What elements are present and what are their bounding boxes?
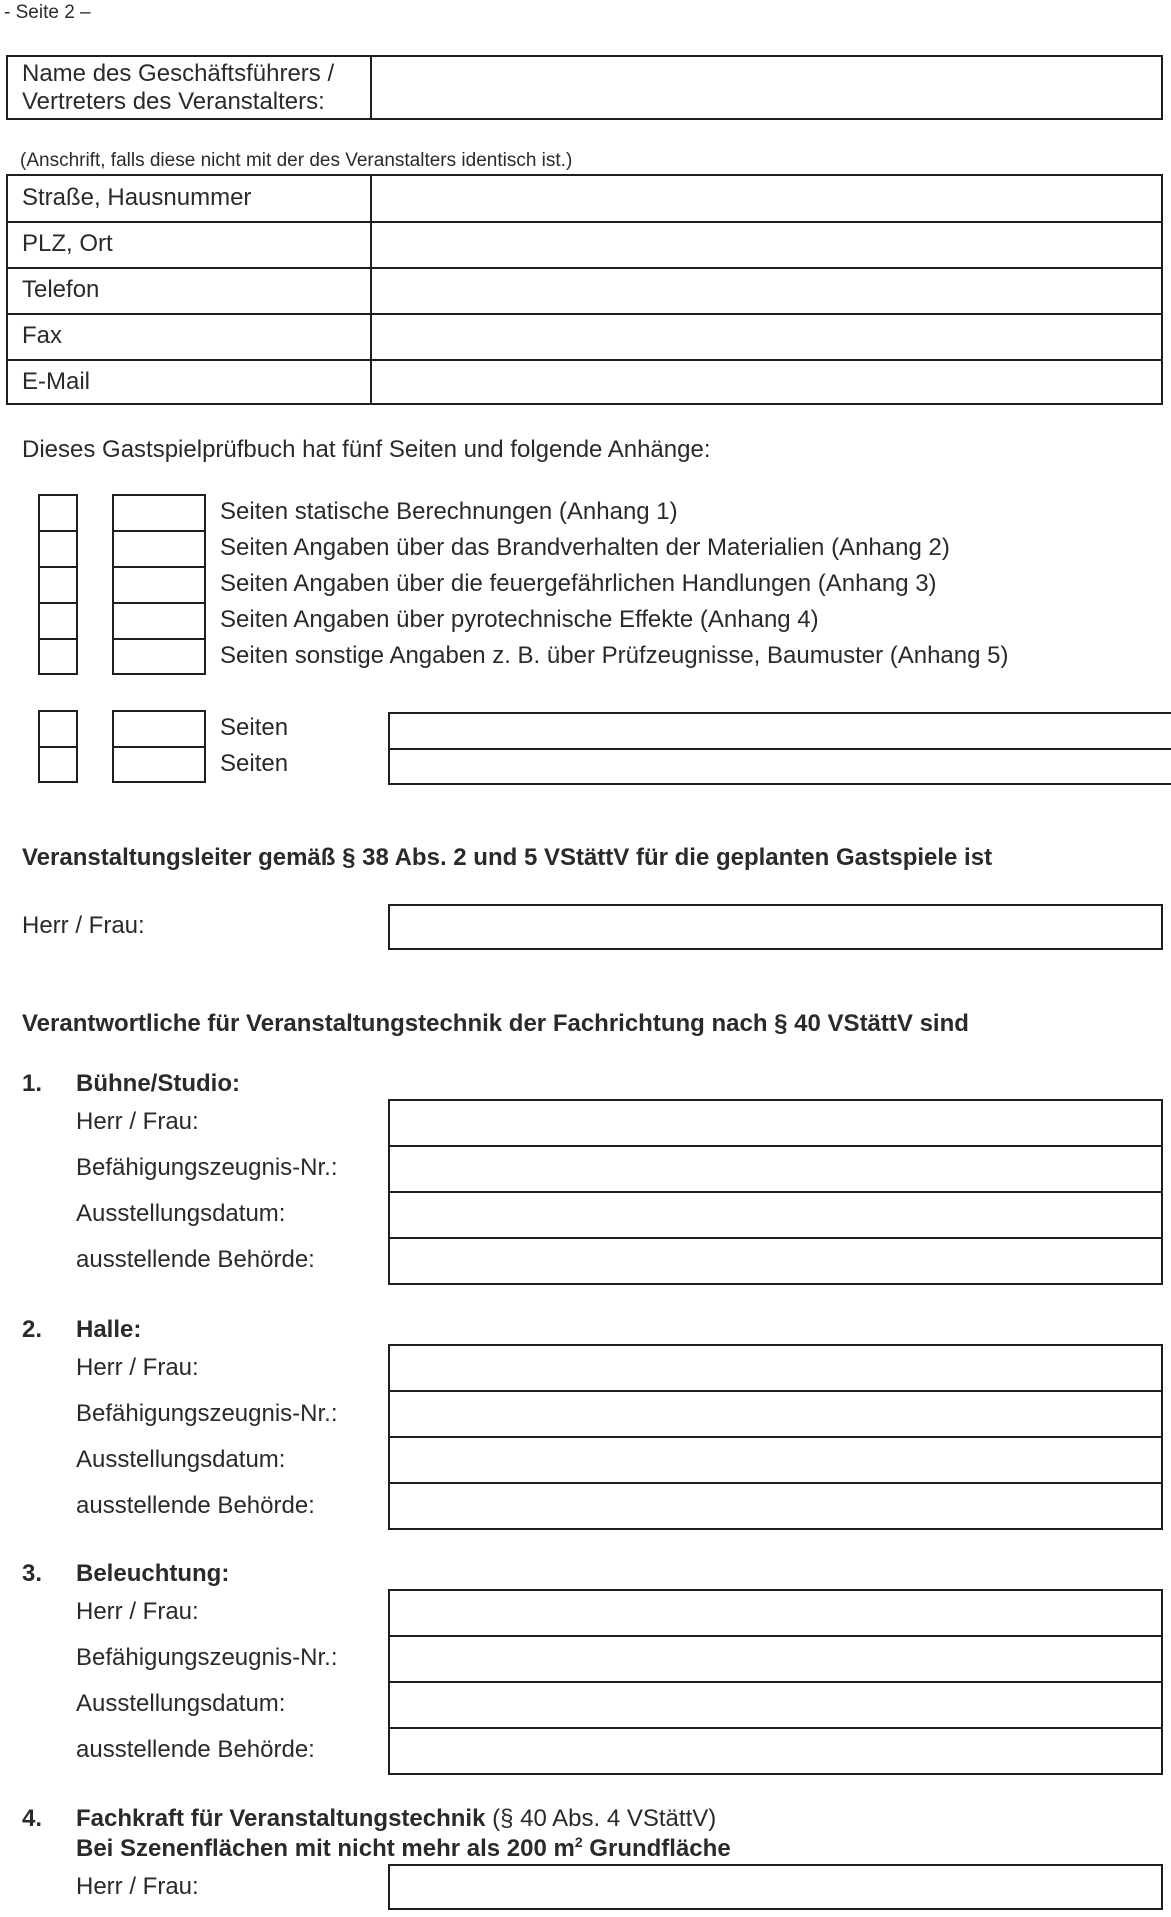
phone-field[interactable] [374,269,1161,312]
section-4-title-bold: Fachkraft für Veranstaltungstechnik [76,1805,486,1832]
tech-staff-heading: Verantwortliche für Veranstaltungstechnik der Fachrichtung nach § 40 VStättV sind [22,1010,969,1037]
section-3-fields [388,1589,1163,1775]
section-3-certificate-field[interactable] [390,1637,1161,1681]
section-3-title: Beleuchtung: [76,1560,230,1587]
manager-label-line2: Vertreters des Veranstalters: [22,88,325,115]
appendix-3-checkbox[interactable] [38,566,78,604]
appendix-1-pages-field[interactable] [112,494,206,532]
appendix-5-label: Seiten sonstige Angaben z. B. über Prüfzeugnisse, Baumuster (Anhang 5) [220,642,1009,669]
section-1-date-field[interactable] [390,1193,1161,1237]
section-1-name-label: Herr / Frau: [76,1108,199,1135]
fax-label: Fax [22,322,63,349]
section-3-authority-field[interactable] [390,1729,1161,1773]
section-4-subtitle-suffix: Grundfläche [582,1835,731,1862]
extra-appendix-2-label: Seiten [220,750,289,777]
appendix-5-pages-field[interactable] [112,638,206,675]
street-label: Straße, Hausnummer [22,184,252,211]
section-4-number: 4. [22,1805,43,1832]
section-1-authority-field[interactable] [390,1239,1161,1283]
section-4-name-label: Herr / Frau: [76,1873,199,1900]
section-1-date-label: Ausstellungsdatum: [76,1200,286,1227]
appendix-2-label: Seiten Angaben über das Brandverhalten der Materialien (Anhang 2) [220,534,950,561]
event-manager-heading: Veranstaltungsleiter gemäß § 38 Abs. 2 und 5 VStättV für die geplanten Gastspiele ist [22,844,993,871]
appendix-5-checkbox[interactable] [38,638,78,675]
event-manager-name-field[interactable] [388,904,1163,950]
extra-appendix-1-label: Seiten [220,714,289,741]
appendix-4-checkbox[interactable] [38,602,78,640]
zip-city-field[interactable] [374,223,1161,266]
section-1-certificate-label: Befähigungszeugnis-Nr.: [76,1154,338,1181]
appendix-4-label: Seiten Angaben über pyrotechnische Effekte (Anhang 4) [220,606,819,633]
section-3-name-label: Herr / Frau: [76,1598,199,1625]
appendix-3-label: Seiten Angaben über die feuergefährlichen Handlungen (Anhang 3) [220,570,937,597]
extra-appendix-2-checkbox[interactable] [38,746,78,783]
fax-field[interactable] [374,315,1161,358]
section-4-title [76,1805,716,1833]
section-4-subtitle [76,1835,731,1863]
manager-table-divider [370,57,372,118]
section-1-name-field[interactable] [390,1101,1161,1145]
section-4-title-reference: (§ 40 Abs. 4 VStättV) [485,1805,717,1832]
address-note: (Anschrift, falls diese nicht mit der des Veranstalters identisch ist.) [20,150,573,171]
section-1-authority-label: ausstellende Behörde: [76,1246,315,1273]
extra-appendix-1-pages-field[interactable] [112,710,206,748]
appendix-intro: Dieses Gastspielprüfbuch hat fünf Seiten und folgende Anhänge: [22,436,711,463]
email-label: E-Mail [22,368,91,395]
extra-appendix-1-checkbox[interactable] [38,710,78,748]
section-2-fields [388,1344,1163,1530]
section-1-number: 1. [22,1070,43,1097]
street-field[interactable] [374,176,1161,220]
section-3-number: 3. [22,1560,43,1587]
appendix-2-pages-field[interactable] [112,530,206,568]
section-2-name-label: Herr / Frau: [76,1354,199,1381]
appendix-3-pages-field[interactable] [112,566,206,604]
zip-city-label: PLZ, Ort [22,230,113,257]
section-2-name-field[interactable] [390,1346,1161,1390]
address-table-divider [370,176,372,403]
manager-name-field[interactable] [374,57,1161,118]
section-2-date-label: Ausstellungsdatum: [76,1446,286,1473]
section-3-certificate-label: Befähigungszeugnis-Nr.: [76,1644,338,1671]
appendix-1-label: Seiten statische Berechnungen (Anhang 1) [220,498,678,525]
appendix-1-checkbox[interactable] [38,494,78,532]
manager-label-line1: Name des Geschäftsführers / [22,60,335,87]
appendix-2-checkbox[interactable] [38,530,78,568]
section-2-authority-label: ausstellende Behörde: [76,1492,315,1519]
extra-appendix-2-pages-field[interactable] [112,746,206,783]
section-3-name-field[interactable] [390,1591,1161,1635]
row-divider [390,748,1171,750]
appendix-4-pages-field[interactable] [112,602,206,640]
section-1-fields [388,1099,1163,1285]
section-4-name-field[interactable] [388,1864,1163,1910]
event-manager-label: Herr / Frau: [22,912,145,939]
section-2-authority-field[interactable] [390,1484,1161,1528]
email-field[interactable] [374,361,1161,403]
page-header: - Seite 2 – [4,2,91,23]
phone-label: Telefon [22,276,100,303]
section-2-certificate-field[interactable] [390,1392,1161,1436]
section-2-title: Halle: [76,1316,142,1343]
manager-table [6,55,1163,120]
section-2-number: 2. [22,1316,43,1343]
address-table [6,174,1163,405]
section-3-date-label: Ausstellungsdatum: [76,1690,286,1717]
section-2-certificate-label: Befähigungszeugnis-Nr.: [76,1400,338,1427]
extra-appendix-description-field[interactable] [388,712,1171,785]
section-4-subtitle-superscript: 2 [574,1834,583,1850]
section-3-date-field[interactable] [390,1683,1161,1727]
section-3-authority-label: ausstellende Behörde: [76,1736,315,1763]
section-1-certificate-field[interactable] [390,1147,1161,1191]
section-4-subtitle-text: Bei Szenenflächen mit nicht mehr als 200 m [76,1835,575,1862]
section-1-title: Bühne/Studio: [76,1070,240,1097]
section-2-date-field[interactable] [390,1438,1161,1482]
